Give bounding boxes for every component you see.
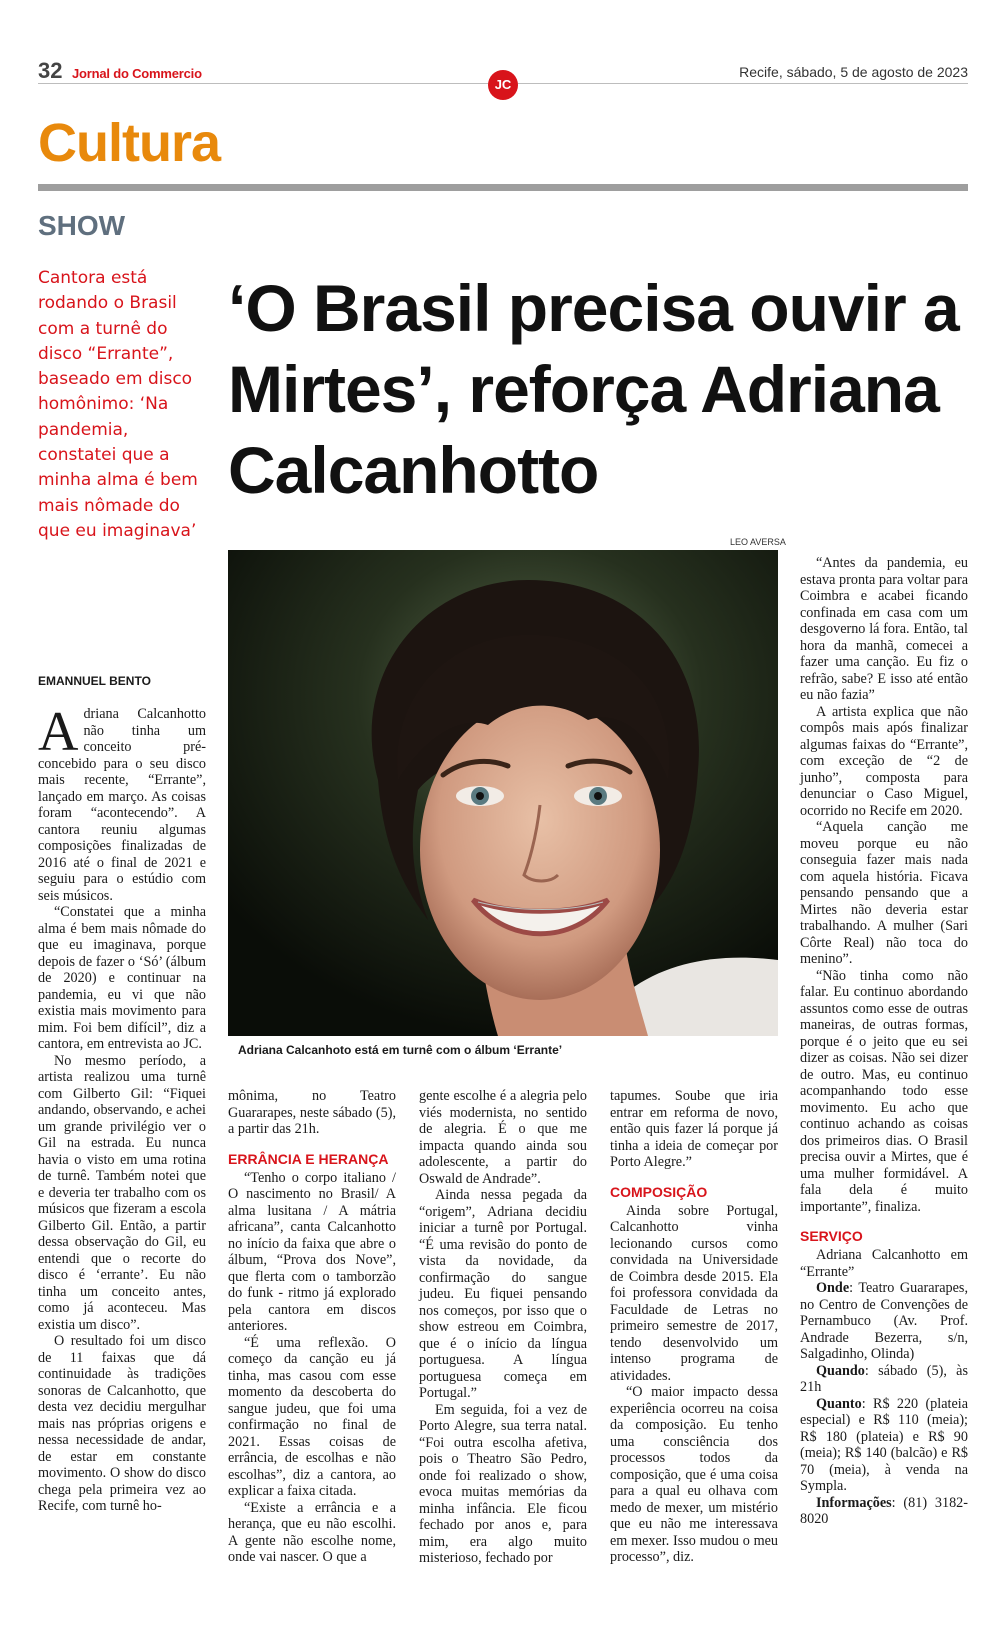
servico-info: Informações: (81) 3182-8020 xyxy=(800,1494,968,1527)
paragraph: O resultado foi um disco de 11 faixas que dá continuidade às tradições sonoras de Calcanhotto, que desta vez decidiu mergulhar mais nas próprias origens e nessa necessidade de andar, de estar em constante movimento. O show do disco chega pela primeira vez ao Recife, com turnê ho- xyxy=(38,1333,206,1514)
portrait-illustration xyxy=(228,550,778,1036)
kicker: SHOW xyxy=(38,210,126,241)
headline: ‘O Brasil precisa ouvir a Mirtes’, reforça Adriana Calcanhotto xyxy=(228,271,959,507)
paragraph: “Aquela canção me moveu porque eu não conseguia fazer mais nada com aquela história. Ficava pensando pensando que a Mirtes não deveria estar trabalhando. A mulher (Sari Côrte Real) não toca do menino”. xyxy=(800,819,968,967)
paragraph: Em seguida, foi a vez de Porto Alegre, sua terra natal. “Foi outra escolha afetiva, pois o Theatro São Pedro, onde foi realizado o show, evoca muitas memórias da minha infância. Ele ficou fechado por anos e, para mim, era algo muito misterioso, fechado por xyxy=(419,1401,587,1566)
section-rule xyxy=(38,184,968,191)
paragraph: mônima, no Teatro Guararapes, neste sábado (5), a partir das 21h. xyxy=(228,1088,396,1137)
paragraph: A artista explica que não compôs mais após finalizar algumas faixas do “Errante”, com exceção de “2 de junho”, composta para denunciar o Caso Miguel, ocorrido no Recife em 2020. xyxy=(800,703,968,819)
paragraph: No mesmo período, a artista realizou uma turnê com Gilberto Gil: “Fiquei andando, observando, e achei um grande privilégio ver o Gil na estrada. Eu nunca havia o visto em uma rotina de turnê. Também notei que e deveria ter trabalho com os músicos que fizeram a escola Gilberto Gil. Então, a partir dessa observação do Gil, eu entendi que o recorte do disco é ‘errante’. Eu não tinha um conceito antes, como já aconteceu. Mas existia um disco”. xyxy=(38,1052,206,1333)
paragraph: “Não tinha como não falar. Eu continuo abordando assuntos como esse de outras maneiras, de outras formas, porque é o jeito que eu sei dizer as coisas. Não sei dizer de outro. Mas, eu continuo acompanhando todo esse movimento. Eu acho que continuo achando as coisas dos primeiros dias. O Brasil precisa ouvir a Mirtes, que é uma mulher formidável. A fala dela é muito importante”, finaliza. xyxy=(800,967,968,1215)
paragraph: Ainda nessa pegada da “origem”, Adriana decidiu iniciar a turnê por Portugal. “É uma revisão do ponto de vista da novidade, da confirmação do sangue judeu. Eu fiquei pensando nos começos, por isso que o show estreou em Coimbra, que é o início da língua portuguesa. A língua portuguesa começa em Portugal.” xyxy=(419,1187,587,1401)
dateline: Recife, sábado, 5 de agosto de 2023 xyxy=(739,64,968,80)
drop-cap: A xyxy=(38,701,79,763)
jc-logo: JC xyxy=(488,70,518,100)
photo-caption: Adriana Calcanhoto está em turnê com o álbum ‘Errante’ xyxy=(238,1043,563,1057)
paragraph: “O maior impacto dessa experiência ocorreu na coisa da composição. Eu tenho uma consciência dos processos todos da composição, que é uma coisa para a qual eu olhava com medo de mexer, um mistério que eu não me interessava em mexer. Isso mudou o meu processo”, diz. xyxy=(610,1384,778,1565)
paragraph: Adriana Calcanhotto não tinha um conceito pré-concebido para o seu disco mais recente, “Errante”, lançado em março. As coisas foram “acontecendo”. A cantora reuniu algumas composições finalizadas de 2016 até o final de 2021 e seguiu para o estúdio com seis músicos. xyxy=(38,701,206,904)
article-column-4 xyxy=(610,1088,778,1566)
paragraph: gente escolhe é a alegria pelo viés modernista, no sentido de alegria. É o que me impacta quando ainda sou adolescente, a partir do Oswald de Andrade”. xyxy=(419,1088,587,1187)
subhead: Cantora está rodando o Brasil com a turnê do disco “Errante”, baseado em disco homônimo: ‘Na pandemia, constatei que a minha alma é bem mais nômade do que eu imaginava’ xyxy=(38,268,198,541)
servico-heading: SERVIÇO xyxy=(800,1228,863,1244)
servico-price: Quanto: R$ 220 (plateia especial) e R$ 110 (meia); R$ 180 (plateia) e R$ 90 (meia); R$ 140 (balcão) e R$ 70 (meia), à venda na Sympla. xyxy=(800,1395,968,1494)
photo xyxy=(228,550,778,1036)
subheading-errancia: ERRÂNCIA E HERANÇA xyxy=(228,1150,389,1167)
subheading-composicao: COMPOSIÇÃO xyxy=(610,1183,708,1200)
servico-where: Onde: Teatro Guararapes, no Centro de Convenções de Pernambuco (Av. Prof. Andrade Bezerra, s/n, Salgadinho, Olinda) xyxy=(800,1280,968,1362)
article-column-1 xyxy=(38,701,206,1515)
article-column-2 xyxy=(228,1088,396,1566)
paragraph: tapumes. Soube que iria entrar em reforma de novo, então quis fazer lá porque já tinha a ideia de começar por Porto Alegre.” xyxy=(610,1088,778,1170)
paragraph: Ainda sobre Portugal, Calcanhotto vinha lecionando cursos como convidada na Universidade de Coimbra desde 2015. Ela foi professora convidada da Faculdade de Letras no primeiro semestre de 2017, tendo desenvolvido um intenso programa de atividades. xyxy=(610,1202,778,1384)
servico-event: Adriana Calcanhotto em “Errante” xyxy=(800,1247,968,1280)
paragraph: “Constatei que a minha alma é bem mais nômade do que eu imaginava, porque depois de fazer o ‘Só’ (álbum de 2020) e continuar na pandemia, eu vi que não existia mais movimento para mim. Foi bem difícil”, diz a cantora, em entrevista ao JC. xyxy=(38,904,206,1052)
paragraph: “É uma reflexão. O começo da canção eu já tinha, mas casou com esse momento da descoberta do sangue judeu, que foi uma confirmação no final de 2021. Essas coisas de errância, de escolhas e não escolhas”, diz a cantora, ao explicar a faixa citada. xyxy=(228,1334,396,1499)
paragraph: “Antes da pandemia, eu estava pronta para voltar para Coimbra e acabei ficando confinada em casa com um desgoverno lá fora. Então, tal hora da manhã, comecei a fazer uma canção. Eu fiz o refrão, sabe? E isso até então eu não fazia” xyxy=(800,555,968,703)
paper-name: Jornal do Commercio xyxy=(72,66,202,81)
article-column-5 xyxy=(800,555,968,1528)
paragraph: “Existe a errância e a herança, que eu não escolhi. A gente não escolhe nome, onde vai nascer. O que a xyxy=(228,1499,396,1565)
article-column-3 xyxy=(419,1088,587,1567)
servico-when: Quando: sábado (5), às 21h xyxy=(800,1362,968,1395)
paragraph: “Tenho o corpo italiano / O nascimento no Brasil/ A alma lusitana / A mátria africana”, canta Calcanhotto no início da faixa que abre o álbum, “Prova dos Nove”, que flerta com o tamborzão do funk - ritmo já explorado pela cantora em discos anteriores. xyxy=(228,1169,396,1334)
photo-credit: LEO AVERSA xyxy=(730,537,786,547)
section-title: Cultura xyxy=(38,113,220,173)
byline: EMANNUEL BENTO xyxy=(38,674,151,688)
page-number: 32 xyxy=(38,58,63,83)
